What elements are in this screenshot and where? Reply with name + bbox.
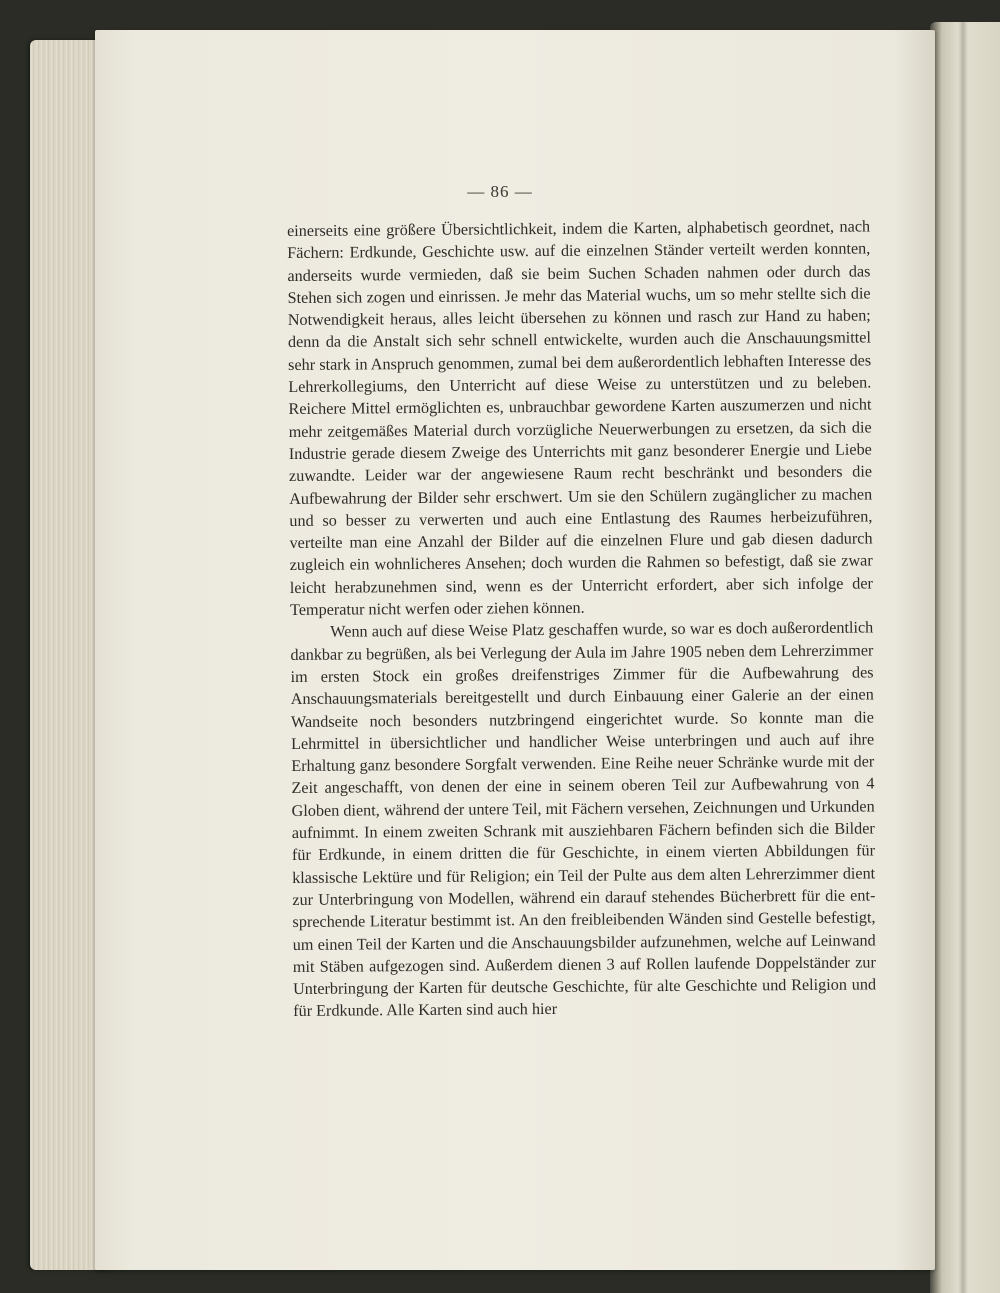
facing-page-edge: [930, 22, 1000, 1293]
page-number: — 86 —: [467, 182, 533, 201]
paragraph-2: Wenn auch auf diese Weise Platz geschaffen wurde, so war es doch außerordentlich dankbar zu begrüßen, als bei Verlegung der Aula im Jahre 1905 neben dem Lehrerzimmer im ersten Stock ein großes dreifenstriges Zimmer für die Aufbewahrung des Anschauungsmaterials bereitgestellt und durch Einbauung einer Galerie an der einen Wandseite noch besonders nutzbringend eingerichtet wurde. So konnte man die Lehrmittel in übersichtlicher und handlicher Weise unterbringen und auch auf ihre Erhaltung ganz besondere Sorgfalt verwenden. Eine Reihe neuer Schränke wurde mit der Zeit angeschafft, von denen der eine in seinem oberen Teil zur Aufbewahrung von 4 Globen dient, während der untere Teil, mit Fächern versehen, Zeichnungen und Urkunden aufnimmt. In einem zweiten Schrank mit ausziehbaren Fächern befinden sich die Bilder für Erdkunde, in einem dritten die für Geschichte, in einem vierten Abbildungen für klassische Lektüre und für Religion; ein Teil der Pulte aus dem alten Lehrerzimmer dient zur Unterbringung von Modellen, während ein darauf stehendes Bücherbrett für die entsprechende Literatur bestimmt ist. An den freibleibenden Wänden sind Gestelle befestigt, um einen Teil der Karten und die Anschauungsbilder aufzunehmen, welche auf Leinwand mit Stäben aufgezogen sind. Außerdem dienen 3 auf Rollen laufende Doppelständer zur Unterbringung der Karten für deutsche Geschichte, für alte Geschichte und Religion und für Erdkunde. Alle Karten sind auch hier: [290, 618, 877, 1021]
paragraph-1: einerseits eine größere Übersichtlichkeit, indem die Karten, alphabetisch geordnet, nach Fächern: Erdkunde, Geschichte usw. auf die einzelnen Ständer verteilt werden konnten, anderseits wurde vermieden, daß sie beim Suchen Schaden nahmen oder durch das Stehen sich zogen und einrissen. Je mehr das Material wuchs, um so mehr stellte sich die Notwendigkeit heraus, alles leicht übersehen zu können und rasch zur Hand zu haben; denn da die Anstalt sich sehr schnell entwickelte, wurden auch die Anschauungsmittel sehr stark in Anspruch genommen, zumal bei dem außerordentlich lebhaften Interesse des Lehrerkollegiums, den Unterricht auf diese Weise zu unterstützen und zu beleben. Reichere Mittel ermöglichten es, unbrauchbar gewordene Karten auszumerzen und nicht mehr zeitgemäßes Material durch vorzügliche Neuerwerbungen zu ersetzen, da sich die Industrie gerade diesem Zweige des Unterrichts mit ganz besonderer Energie und Liebe zuwandte. Leider war der angewiesene Raum recht beschränkt und besonders die Aufbewahrung der Bilder sehr erschwert. Um sie den Schülern zugänglicher zu machen und so besser zu verwerten und auch eine Entlastung des Raumes herbeizuführen, verteilte man eine Anzahl der Bilder auf die einzelnen Flure und gab diesen dadurch zugleich ein wohnlicheres Ansehen; doch wurden die Rahmen so befestigt, daß sie zwar leicht herabzunehmen sind, wenn es der Unterricht erfordert, aber sich infolge der Temperatur nicht werfen oder ziehen können.: [287, 217, 873, 620]
body-text: [287, 215, 876, 1022]
